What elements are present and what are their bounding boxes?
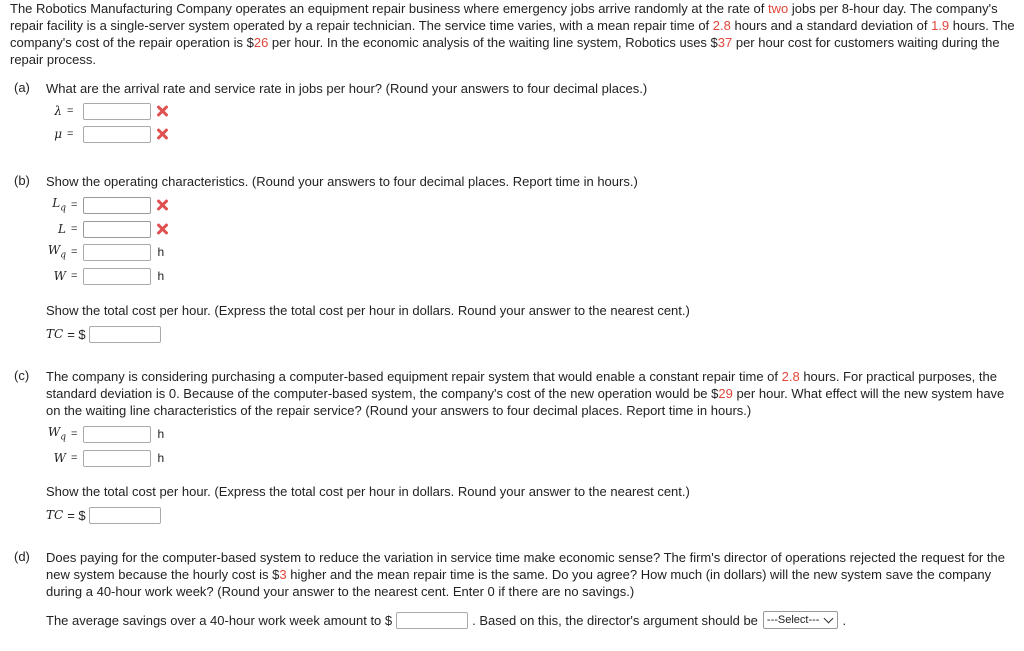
equals-sign: = — [71, 246, 78, 258]
intro-text: The Robotics Manufacturing Company operates an equipment repair business where emergency jobs arrive randomly at the rate of — [10, 1, 769, 16]
mu-row — [50, 124, 169, 144]
tc-label: TC — [46, 327, 64, 341]
wq-row — [46, 242, 164, 262]
savings-input[interactable] — [396, 612, 468, 629]
equals-sign: = — [67, 128, 74, 140]
wq-symbol: $W_q$ — [47, 243, 66, 261]
lambda-input[interactable] — [83, 103, 151, 120]
lq-input[interactable] — [83, 197, 151, 214]
l-input[interactable] — [83, 221, 151, 238]
equals-sign: = — [71, 270, 78, 282]
cost-difference-value: 3 — [279, 567, 287, 582]
part-b-tc-row — [46, 324, 161, 344]
hours-unit: h — [157, 451, 165, 465]
part-b-cost-question: Show the total cost per hour. (Express the total cost per hour in dollars. Round your answer to the nearest cent.) — [46, 303, 690, 318]
part-c-cost-question: Show the total cost per hour. (Express the total cost per hour in dollars. Round your answer to the nearest cent.) — [46, 484, 690, 499]
incorrect-icon — [155, 127, 169, 141]
chevron-down-icon — [824, 614, 834, 624]
l-symbol: L — [58, 222, 66, 236]
mu-symbol: μ — [54, 127, 62, 141]
wq-symbol: $W_q$ — [47, 425, 66, 443]
std-dev-value: 1.9 — [931, 18, 950, 33]
equals-sign: = — [71, 452, 78, 464]
intro-text: hours and a standard deviation of — [730, 18, 932, 33]
equals-sign: = — [71, 428, 78, 440]
tc-label: TC — [46, 508, 64, 522]
wq-input[interactable] — [83, 244, 151, 261]
w-symbol: W — [53, 269, 66, 283]
hours-unit: h — [157, 269, 165, 283]
intro-text: hours. The company's cost of the repair operation is $ — [10, 18, 1015, 50]
problem-statement — [10, 0, 1020, 68]
intro-text: per hour cost for customers waiting during the repair process. — [10, 35, 1000, 67]
part-a-label: (a) — [14, 80, 30, 95]
tc-prefix: = $ — [67, 507, 86, 523]
part-b-question: Show the operating characteristics. (Round your answers to four decimal places. Report time in hours.) — [46, 174, 638, 189]
lambda-row — [50, 101, 169, 121]
w-symbol: W — [53, 451, 66, 465]
operation-cost-value: 26 — [253, 35, 269, 50]
c-wq-row — [46, 424, 164, 444]
hours-unit: h — [157, 427, 165, 441]
equals-sign: = — [71, 199, 78, 211]
incorrect-icon — [155, 222, 169, 236]
lq-row — [46, 195, 169, 215]
l-row — [46, 219, 169, 239]
waiting-cost-value: 37 — [717, 35, 733, 50]
new-cost-value: 29 — [718, 386, 733, 401]
part-a-question: What are the arrival rate and service rate in jobs per hour? (Round your answers to four decimal places.) — [46, 81, 648, 96]
select-value: ---Select--- — [766, 614, 820, 626]
part-c-question: The company is considering purchasing a computer-based equipment repair system that would enable a constant repair time of 2.8 hours. For practical purposes, the standard deviation is 0. Because of the computer-based system, the company's cost of the new operation would be $29 per hour. What effect will the new system have on the waiting line characteristics of the repair service? (Round your answers to four decimal places. Report time in hours.) — [46, 369, 1005, 418]
c-w-input[interactable] — [83, 450, 151, 467]
part-b-label: (b) — [14, 173, 30, 188]
constant-time-value: 2.8 — [781, 369, 800, 384]
period-text: . — [842, 612, 847, 628]
c-wq-input[interactable] — [83, 426, 151, 443]
lambda-symbol: λ — [54, 104, 62, 118]
incorrect-icon — [155, 104, 169, 118]
w-input[interactable] — [83, 268, 151, 285]
arrival-rate-value: two — [768, 1, 789, 16]
incorrect-icon — [155, 198, 169, 212]
tc-prefix: = $ — [67, 326, 86, 342]
intro-text: jobs per 8-hour day. The company's repair facility is a single-server system operated by a repair technician. The service time varies, with a mean repair time of — [10, 1, 998, 33]
c-w-row — [46, 448, 164, 468]
part-c-label: (c) — [14, 368, 30, 383]
director-argument-select[interactable] — [763, 611, 839, 629]
part-c-tc-row — [46, 505, 161, 525]
part-d-question: Does paying for the computer-based system to reduce the variation in service time make economic sense? The firm's director of operations rejected the request for the new system because the hourly cost is $3 higher and the mean repair time is the same. Do you agree? How much (in dollars) will the new system save the company during a 40-hour work week? (Round your answer to the nearest cent. Enter 0 if there are no savings.) — [46, 550, 1005, 599]
mean-repair-time-value: 2.8 — [712, 18, 731, 33]
savings-after-text: . Based on this, the director's argument should be — [472, 612, 758, 628]
intro-text: per hour. In the economic analysis of the waiting line system, Robotics uses $ — [268, 35, 718, 50]
part-c-tc-input[interactable] — [89, 507, 161, 524]
equals-sign: = — [71, 223, 78, 235]
w-row — [46, 266, 164, 286]
savings-row — [46, 610, 846, 630]
lq-symbol: $L_q$ — [52, 196, 66, 214]
mu-input[interactable] — [83, 126, 151, 143]
equals-sign: = — [67, 105, 74, 117]
part-b-tc-input[interactable] — [89, 326, 161, 343]
hours-unit: h — [157, 245, 165, 259]
part-d-label: (d) — [14, 549, 30, 564]
savings-prefix: The average savings over a 40-hour work week amount to $ — [46, 612, 393, 628]
